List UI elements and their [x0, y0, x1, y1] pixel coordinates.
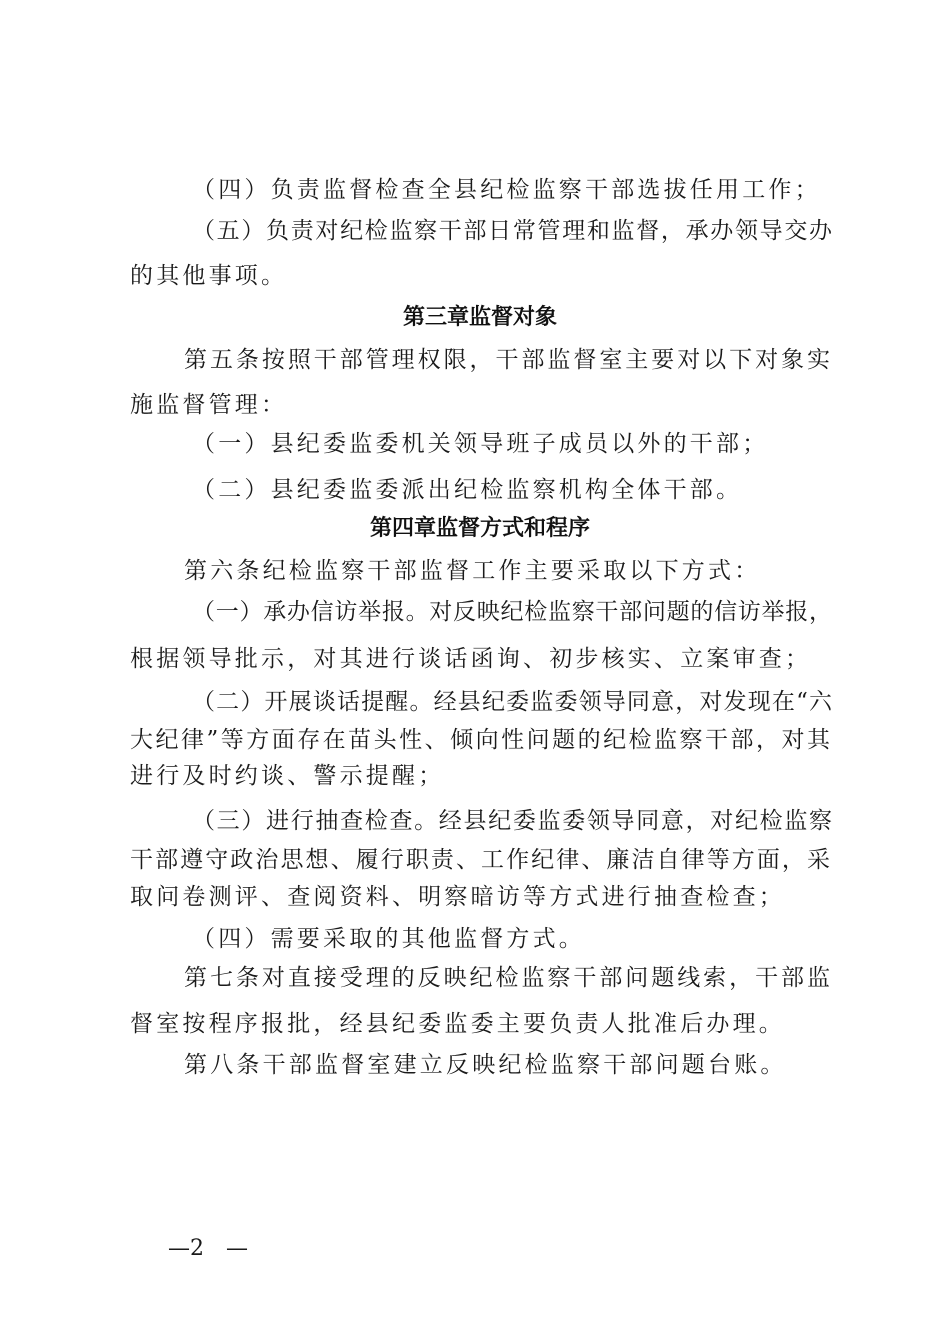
page-number: —2 —	[168, 1236, 248, 1261]
chapter-heading: 第三章监督对象	[402, 305, 557, 330]
paragraph-line: （五）负责对纪检监察干部日常管理和监督，承办领导交办	[192, 218, 832, 244]
paragraph-line: （一）县纪委监委机关领导班子成员以外的干部；	[192, 431, 769, 457]
paragraph-line: （二）开展谈话提醒。经县纪委监委领导同意，对发现在“六	[192, 689, 832, 715]
paragraph-line: 取问卷测评、查阅资料、明察暗访等方式进行抽查检查；	[130, 884, 785, 910]
paragraph-line: （三）进行抽查检查。经县纪委监委领导同意，对纪检监察	[192, 808, 832, 834]
paragraph-line: （二）县纪委监委派出纪检监察机构全体干部。	[192, 477, 743, 503]
paragraph-line: 第五条按照干部管理权限，干部监督室主要对以下对象实	[184, 347, 830, 373]
paragraph-line: 施监督管理：	[130, 392, 288, 418]
paragraph-line: （四）负责监督检查全县纪检监察干部选拔任用工作；	[192, 177, 821, 203]
paragraph-line: 第六条纪检监察干部监督工作主要采取以下方式：	[184, 558, 761, 584]
paragraph-line: （一）承办信访举报。对反映纪检监察干部问题的信访举报，	[192, 599, 832, 625]
paragraph-line: 进行及时约谈、警示提醒；	[130, 763, 445, 789]
paragraph-line: （四）需要采取的其他监督方式。	[192, 926, 585, 952]
paragraph-line: 大纪律”等方面存在苗头性、倾向性问题的纪检监察干部，对其	[130, 727, 830, 753]
paragraph-line: 干部遵守政治思想、履行职责、工作纪律、廉洁自律等方面，采	[130, 847, 830, 873]
chapter-heading: 第四章监督方式和程序	[369, 516, 590, 541]
paragraph-line: 第七条对直接受理的反映纪检监察干部问题线索，干部监	[184, 965, 830, 991]
paragraph-line: 的其他事项。	[130, 263, 288, 289]
paragraph-line: 根据领导批示，对其进行谈话函询、初步核实、立案审查；	[130, 646, 812, 672]
paragraph-line: 督室按程序报批，经县纪委监委主要负责人批准后办理。	[130, 1011, 785, 1037]
paragraph-line: 第八条干部监督室建立反映纪检监察干部问题台账。	[184, 1052, 787, 1078]
